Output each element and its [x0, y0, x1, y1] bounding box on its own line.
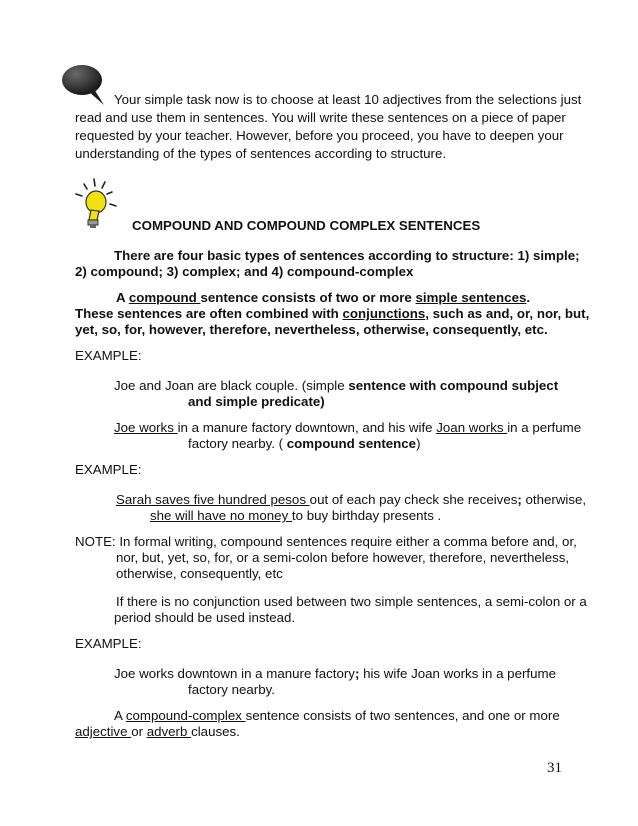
types-line-1: There are four basic types of sentences according to structure: 1) simple;: [114, 248, 580, 263]
types-line-2: 2) compound; 3) complex; and 4) compound-complex: [75, 264, 414, 279]
compound-term: compound: [128, 290, 201, 305]
note-line-5: period should be used instead.: [114, 610, 296, 625]
example-2-line-2: factory nearby. ( compound sentence): [188, 436, 421, 451]
simple-sentences-term: simple sentences: [415, 290, 527, 305]
example-label: EXAMPLE:: [75, 636, 142, 651]
note-line-3: otherwise, consequently, etc: [116, 566, 283, 581]
page-number: 31: [547, 760, 562, 776]
light-bulb-icon: [72, 176, 128, 232]
adverb-term: adverb: [146, 724, 192, 739]
adjective-term: adjective: [75, 724, 132, 739]
compound-complex-term: compound-complex: [125, 708, 246, 723]
intro-line-2: read and use them in sentences. You will write these sentences on a piece of paper: [75, 110, 566, 125]
complex-def-line-1: A compound-complex sentence consists of two sentences, and one or more: [114, 708, 560, 723]
compound-def-line-2: These sentences are often combined with conjunctions, such as and, or, nor, but,: [75, 306, 590, 321]
note-line-1: NOTE: In formal writing, compound sentences require either a comma before and, or,: [75, 534, 577, 549]
intro-line-3: requested by your teacher. However, before you proceed, you have to deepen your: [75, 128, 564, 143]
compound-def-line-1: A compound sentence consists of two or more simple sentences.: [116, 290, 531, 305]
note-line-2: nor, but, yet, so, for, or a semi-colon before however, therefore, nevertheless,: [116, 550, 570, 565]
speech-bubble-icon: [60, 63, 110, 107]
example-3-line-1: Sarah saves five hundred pesos out of each pay check she receives; otherwise,: [116, 492, 587, 507]
example-label: EXAMPLE:: [75, 348, 142, 363]
example-4-line-1: Joe works downtown in a manure factory; his wife Joan works in a perfume: [114, 666, 556, 681]
conjunctions-term: conjunctions: [342, 306, 426, 321]
section-heading: COMPOUND AND COMPOUND COMPLEX SENTENCES: [132, 218, 481, 233]
example-label: EXAMPLE:: [75, 462, 142, 477]
compound-def-line-3: yet, so, for, however, therefore, nevertheless, otherwise, consequently, etc.: [75, 322, 548, 337]
complex-def-line-2: adjective or adverb clauses.: [75, 724, 240, 739]
example-1-line-1: Joe and Joan are black couple. (simple sentence with compound subject: [114, 378, 559, 393]
example-4-line-2: factory nearby.: [188, 682, 275, 697]
example-1-line-2: and simple predicate): [188, 394, 325, 409]
example-2-line-1: Joe works in a manure factory downtown, and his wife Joan works in a perfume: [114, 420, 582, 435]
intro-line-4: understanding of the types of sentences according to structure.: [75, 146, 447, 161]
example-3-line-2: she will have no money to buy birthday presents .: [150, 508, 442, 523]
note-line-4: If there is no conjunction used between two simple sentences, a semi-colon or a: [116, 594, 587, 609]
intro-line-1: Your simple task now is to choose at least 10 adjectives from the selections just: [114, 92, 582, 107]
